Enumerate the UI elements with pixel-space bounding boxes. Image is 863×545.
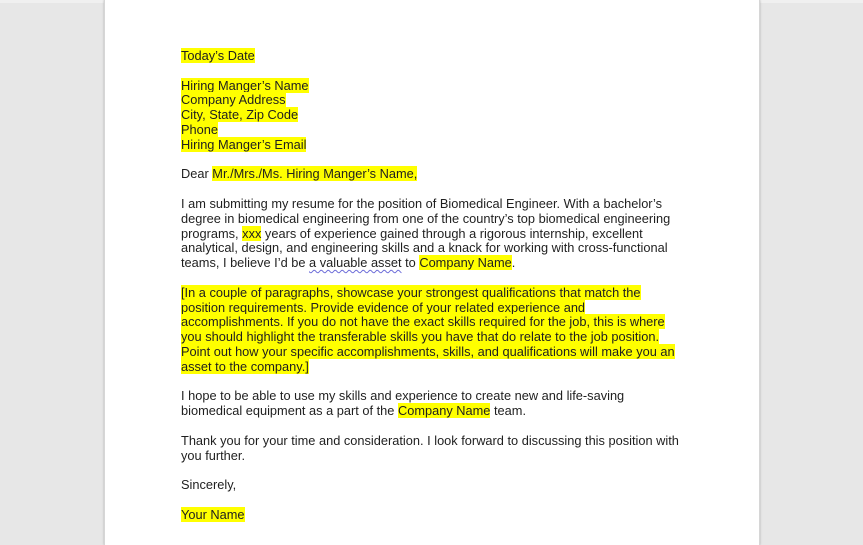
paragraph1-line3-end: years of experience gained through a rigorous internship, excellent (261, 225, 643, 241)
signature-line (181, 508, 701, 523)
salutation-name-placeholder: Mr./Mrs./Ms. Hiring Manger’s Name, (212, 166, 418, 182)
paragraph2-line5 (181, 345, 701, 360)
city-state-zip-line (181, 108, 701, 123)
closing: Sincerely, (181, 477, 237, 493)
instruction-text: accomplishments. If you do not have the exact skills required for the job, this is where (181, 314, 665, 330)
signature-placeholder: Your Name (181, 506, 245, 522)
paragraph1-line3-start: programs, (181, 225, 243, 241)
paragraph1-line2: degree in biomedical engineering from one of the country’s top biomedical engineering (181, 210, 671, 226)
company-name-placeholder: Company Name (397, 403, 491, 419)
company-address-line (181, 93, 701, 108)
paragraph1-line5 (181, 256, 701, 271)
company-address-placeholder: Company Address (181, 92, 286, 108)
date-placeholder: Today’s Date (181, 48, 255, 63)
recipient-name-line (181, 79, 701, 94)
instruction-text: [In a couple of paragraphs, showcase your strongest qualifications that match the (181, 284, 641, 300)
paragraph4-line1: Thank you for your time and consideration. I look forward to discussing this position with (181, 432, 679, 448)
instruction-text: you should highlight the transferable skills you have that do relate to the job position. (181, 329, 660, 345)
paragraph1-line3 (181, 227, 701, 242)
paragraph2-line6 (181, 360, 701, 375)
salutation-prefix: Dear (181, 166, 213, 182)
email-placeholder: Hiring Manger’s Email (181, 136, 307, 152)
salutation (181, 167, 701, 182)
instruction-text: asset to the company.] (181, 358, 309, 374)
paragraph1-line5-start: teams, I believe I’d be (181, 255, 310, 271)
letter-body[interactable] (181, 49, 701, 523)
paragraph3-line1: I hope to be able to use my skills and experience to create new and life-saving (181, 388, 625, 404)
phone-placeholder: Phone (181, 121, 219, 137)
paragraph1-line1: I am submitting my resume for the position of Biomedical Engineer. With a bachelor’s (181, 195, 663, 211)
instruction-text: Point out how your specific accomplishments, skills, and qualifications will make you an (181, 343, 675, 359)
email-line (181, 138, 701, 153)
city-state-zip-placeholder: City, State, Zip Code (181, 107, 299, 123)
paragraph4-line2: you further. (181, 447, 246, 463)
paragraph3-line2-end: team. (490, 403, 526, 419)
recipient-name-placeholder: Hiring Manger’s Name (181, 77, 309, 93)
years-placeholder: xxx (242, 225, 262, 241)
phone-line (181, 123, 701, 138)
paragraph1-line5-end: . (511, 255, 516, 271)
date-line (181, 49, 701, 64)
paragraph2-line1 (181, 286, 701, 301)
paragraph3-line2-start: biomedical equipment as a part of the (181, 403, 398, 419)
paragraph1-line4: analytical, design, and engineering skills and a knack for working with cross-functional (181, 240, 668, 256)
paragraph2-line2 (181, 301, 701, 316)
paragraph3-line2 (181, 404, 701, 419)
paragraph1-line5-middle: to (401, 255, 420, 271)
paragraph2-line4 (181, 330, 701, 345)
paragraph2-line3 (181, 315, 701, 330)
grammar-flagged-phrase[interactable]: a valuable asset (309, 255, 402, 271)
instruction-text: position requirements. Provide evidence of your related experience and (181, 299, 586, 315)
company-name-placeholder: Company Name (419, 255, 512, 271)
